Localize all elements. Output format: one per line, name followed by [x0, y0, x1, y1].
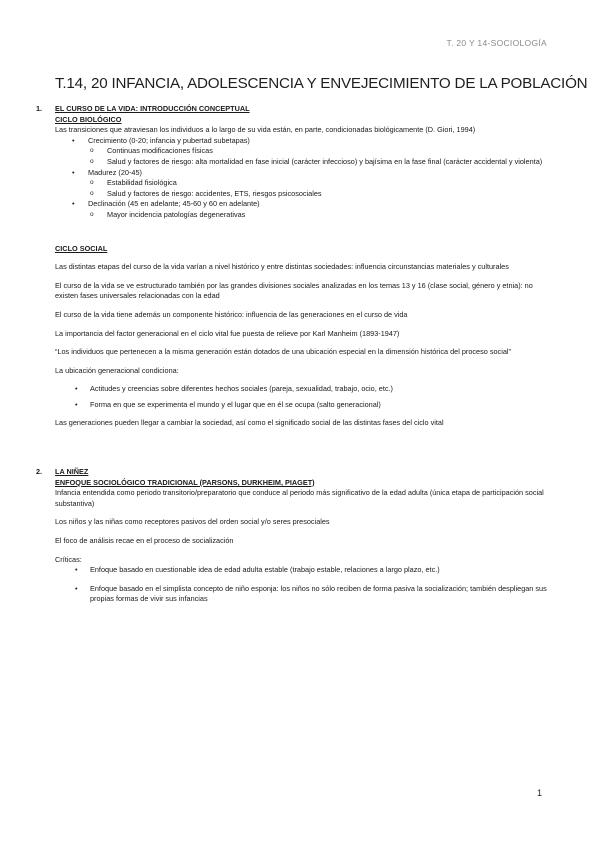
section-2-number: 2. [36, 467, 43, 477]
enfoque-tradicional-heading: ENFOQUE SOCIOLÓGICO TRADICIONAL (PARSONS, DURKHEIM, PIAGET) [55, 477, 315, 487]
list-item: • Actitudes y creencias sobre diferentes hechos sociales (pareja, sexualidad, trabajo, ocio, etc.) [55, 384, 550, 395]
list-item: • Madurez (20-45) [55, 168, 550, 179]
list-item: • Forma en que se experimenta el mundo y el lugar que en él se ocupa (salto generacional) [55, 400, 550, 411]
paragraph: Los niños y las niñas como receptores pasivos del orden social y/o seres presociales [55, 517, 330, 527]
ciclo-biologico-list [55, 136, 550, 221]
running-header: T. 20 Y 14-SOCIOLOGÍA [446, 38, 547, 48]
ciclo-social-heading: CICLO SOCIAL [55, 243, 108, 253]
critics-list [55, 565, 550, 605]
sub-list-item: o Salud y factores de riesgo: alta mortalidad en fase inicial (carácter infeccioso) y bajísima en la fase final (carácter accidental y violenta) [55, 157, 550, 168]
sub-list-item: o Continuas modificaciones físicas [55, 146, 550, 157]
paragraph: El curso de la vida se ve estructurado también por las grandes divisiones sociales analizadas en los temas 13 y 16 (clase social, género y etnia): no existen fases universales relacionadas con la edad [55, 280, 533, 301]
sub-list-item: o Salud y factores de riesgo: accidentes, ETS, riesgos psicosociales [55, 189, 550, 200]
ciclo-biologico-intro: Las transiciones que atraviesan los individuos a lo largo de su vida están, en parte, condicionadas biológicamente (D. Giori, 1994) [55, 125, 476, 135]
paragraph: La ubicación generacional condiciona: [55, 365, 179, 375]
quote-paragraph: “Los individuos que pertenecen a la misma generación están dotados de una ubicación especial en la dimensión histórica del proceso social” [55, 347, 511, 357]
section-1-number: 1. [36, 104, 43, 113]
paragraph: El foco de análisis recae en el proceso de socialización [55, 536, 234, 546]
section-2-heading: LA NIÑEZ [55, 467, 89, 477]
list-item: • Enfoque basado en cuestionable idea de edad adulta estable (trabajo estable, relaciones a largo plazo, etc.) [55, 565, 550, 576]
paragraph: Las generaciones pueden llegar a cambiar la sociedad, así como el significado social de las distintas fases del ciclo vital [55, 418, 444, 428]
sub-list-item: o Estabilidad fisiológica [55, 178, 550, 189]
paragraph: Infancia entendida como periodo transitorio/preparatorio que conduce al periodo más significativo de la edad adulta (única etapa de participación social substantiva) [55, 488, 544, 508]
section-1 [36, 104, 550, 429]
section-1-heading: EL CURSO DE LA VIDA: INTRODUCCIÓN CONCEPTUAL [55, 104, 250, 113]
document-body [36, 104, 550, 605]
sub-list-item: o Mayor incidencia patologías degenerativas [55, 210, 550, 221]
ciclo-biologico-heading: CICLO BIOLÓGICO [55, 114, 122, 124]
page-number: 1 [536, 788, 542, 798]
paragraph: El curso de la vida tiene además un componente histórico: influencia de las generaciones en el curso de vida [55, 309, 408, 319]
section-2 [36, 467, 550, 605]
list-item: • Crecimiento (0-20; infancia y pubertad subetapas) [55, 136, 550, 147]
paragraph: La importancia del factor generacional en el ciclo vital fue puesta de relieve por Karl Manheim (1893-1947) [55, 328, 400, 338]
list-item: • Declinación (45 en adelante; 45-60 y 60 en adelante) [55, 199, 550, 210]
document-title: T.14, 20 INFANCIA, ADOLESCENCIA Y ENVEJECIMIENTO DE LA POBLACIÓN [55, 75, 588, 92]
list-item: • Enfoque basado en el simplista concepto de niño esponja: los niños no sólo reciben de forma pasiva la socialización; también despliegan sus propias formas de vivir sus infancias [55, 584, 550, 605]
critics-label: Críticas: [55, 554, 82, 564]
paragraph: Las distintas etapas del curso de la vida varían a nivel histórico y entre distintas sociedades: influencia circunstancias materiales y culturales [55, 262, 509, 272]
ubicacion-generacional-list [55, 384, 550, 410]
